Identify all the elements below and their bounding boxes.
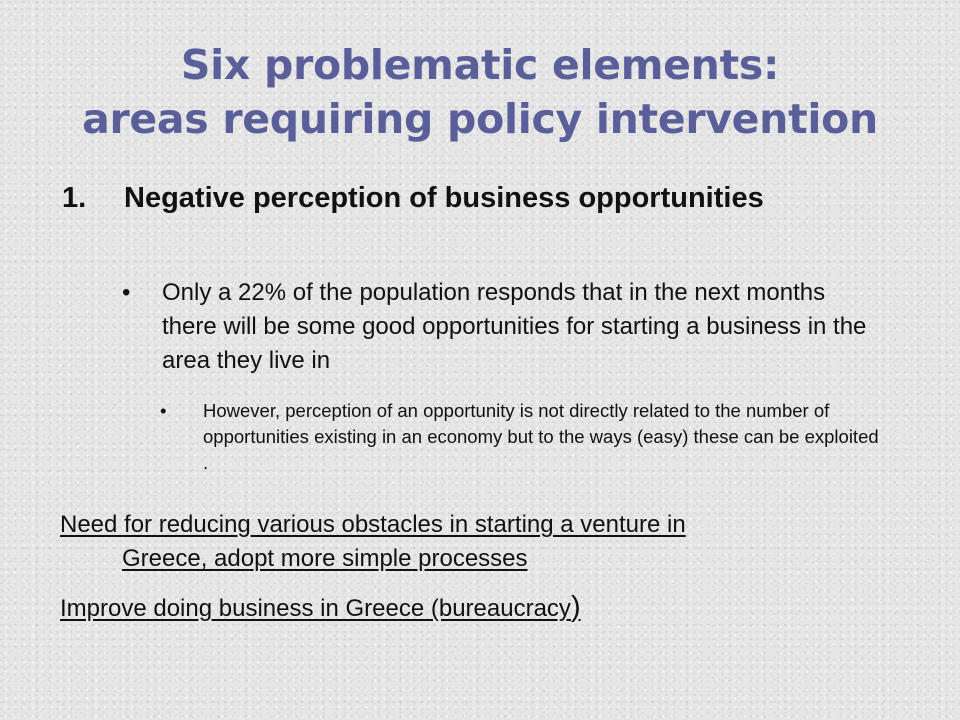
need-line-2: Greece, adopt more simple processes	[122, 545, 528, 572]
title-line-1: Six problematic elements:	[180, 41, 780, 89]
need-statement	[60, 508, 920, 576]
bullet-level-3	[160, 398, 890, 476]
bullet-level-2	[122, 276, 882, 378]
subbullet-marker: •	[160, 400, 167, 421]
item-number: 1.	[62, 182, 87, 214]
need-line-1: Need for reducing various obstacles in starting a venture in	[60, 511, 686, 538]
bullet-text: Only a 22% of the population responds that in the next months there will be some good opportunities for starting a business in the area they live in	[162, 279, 867, 374]
improve-text: Improve doing business in Greece (bureaucracy	[60, 595, 571, 622]
bullet-marker: •	[122, 279, 131, 306]
slide-title	[0, 38, 960, 146]
title-line-2: areas requiring policy intervention	[82, 95, 878, 143]
item-text: Negative perception of business opportunities	[124, 182, 764, 214]
improve-statement	[60, 590, 920, 626]
improve-closing-paren: )	[570, 591, 581, 623]
subbullet-text: However, perception of an opportunity is not directly related to the number of opportunities existing in an economy but to the ways (easy) these can be exploited .	[203, 400, 879, 473]
numbered-item-1	[62, 178, 922, 218]
